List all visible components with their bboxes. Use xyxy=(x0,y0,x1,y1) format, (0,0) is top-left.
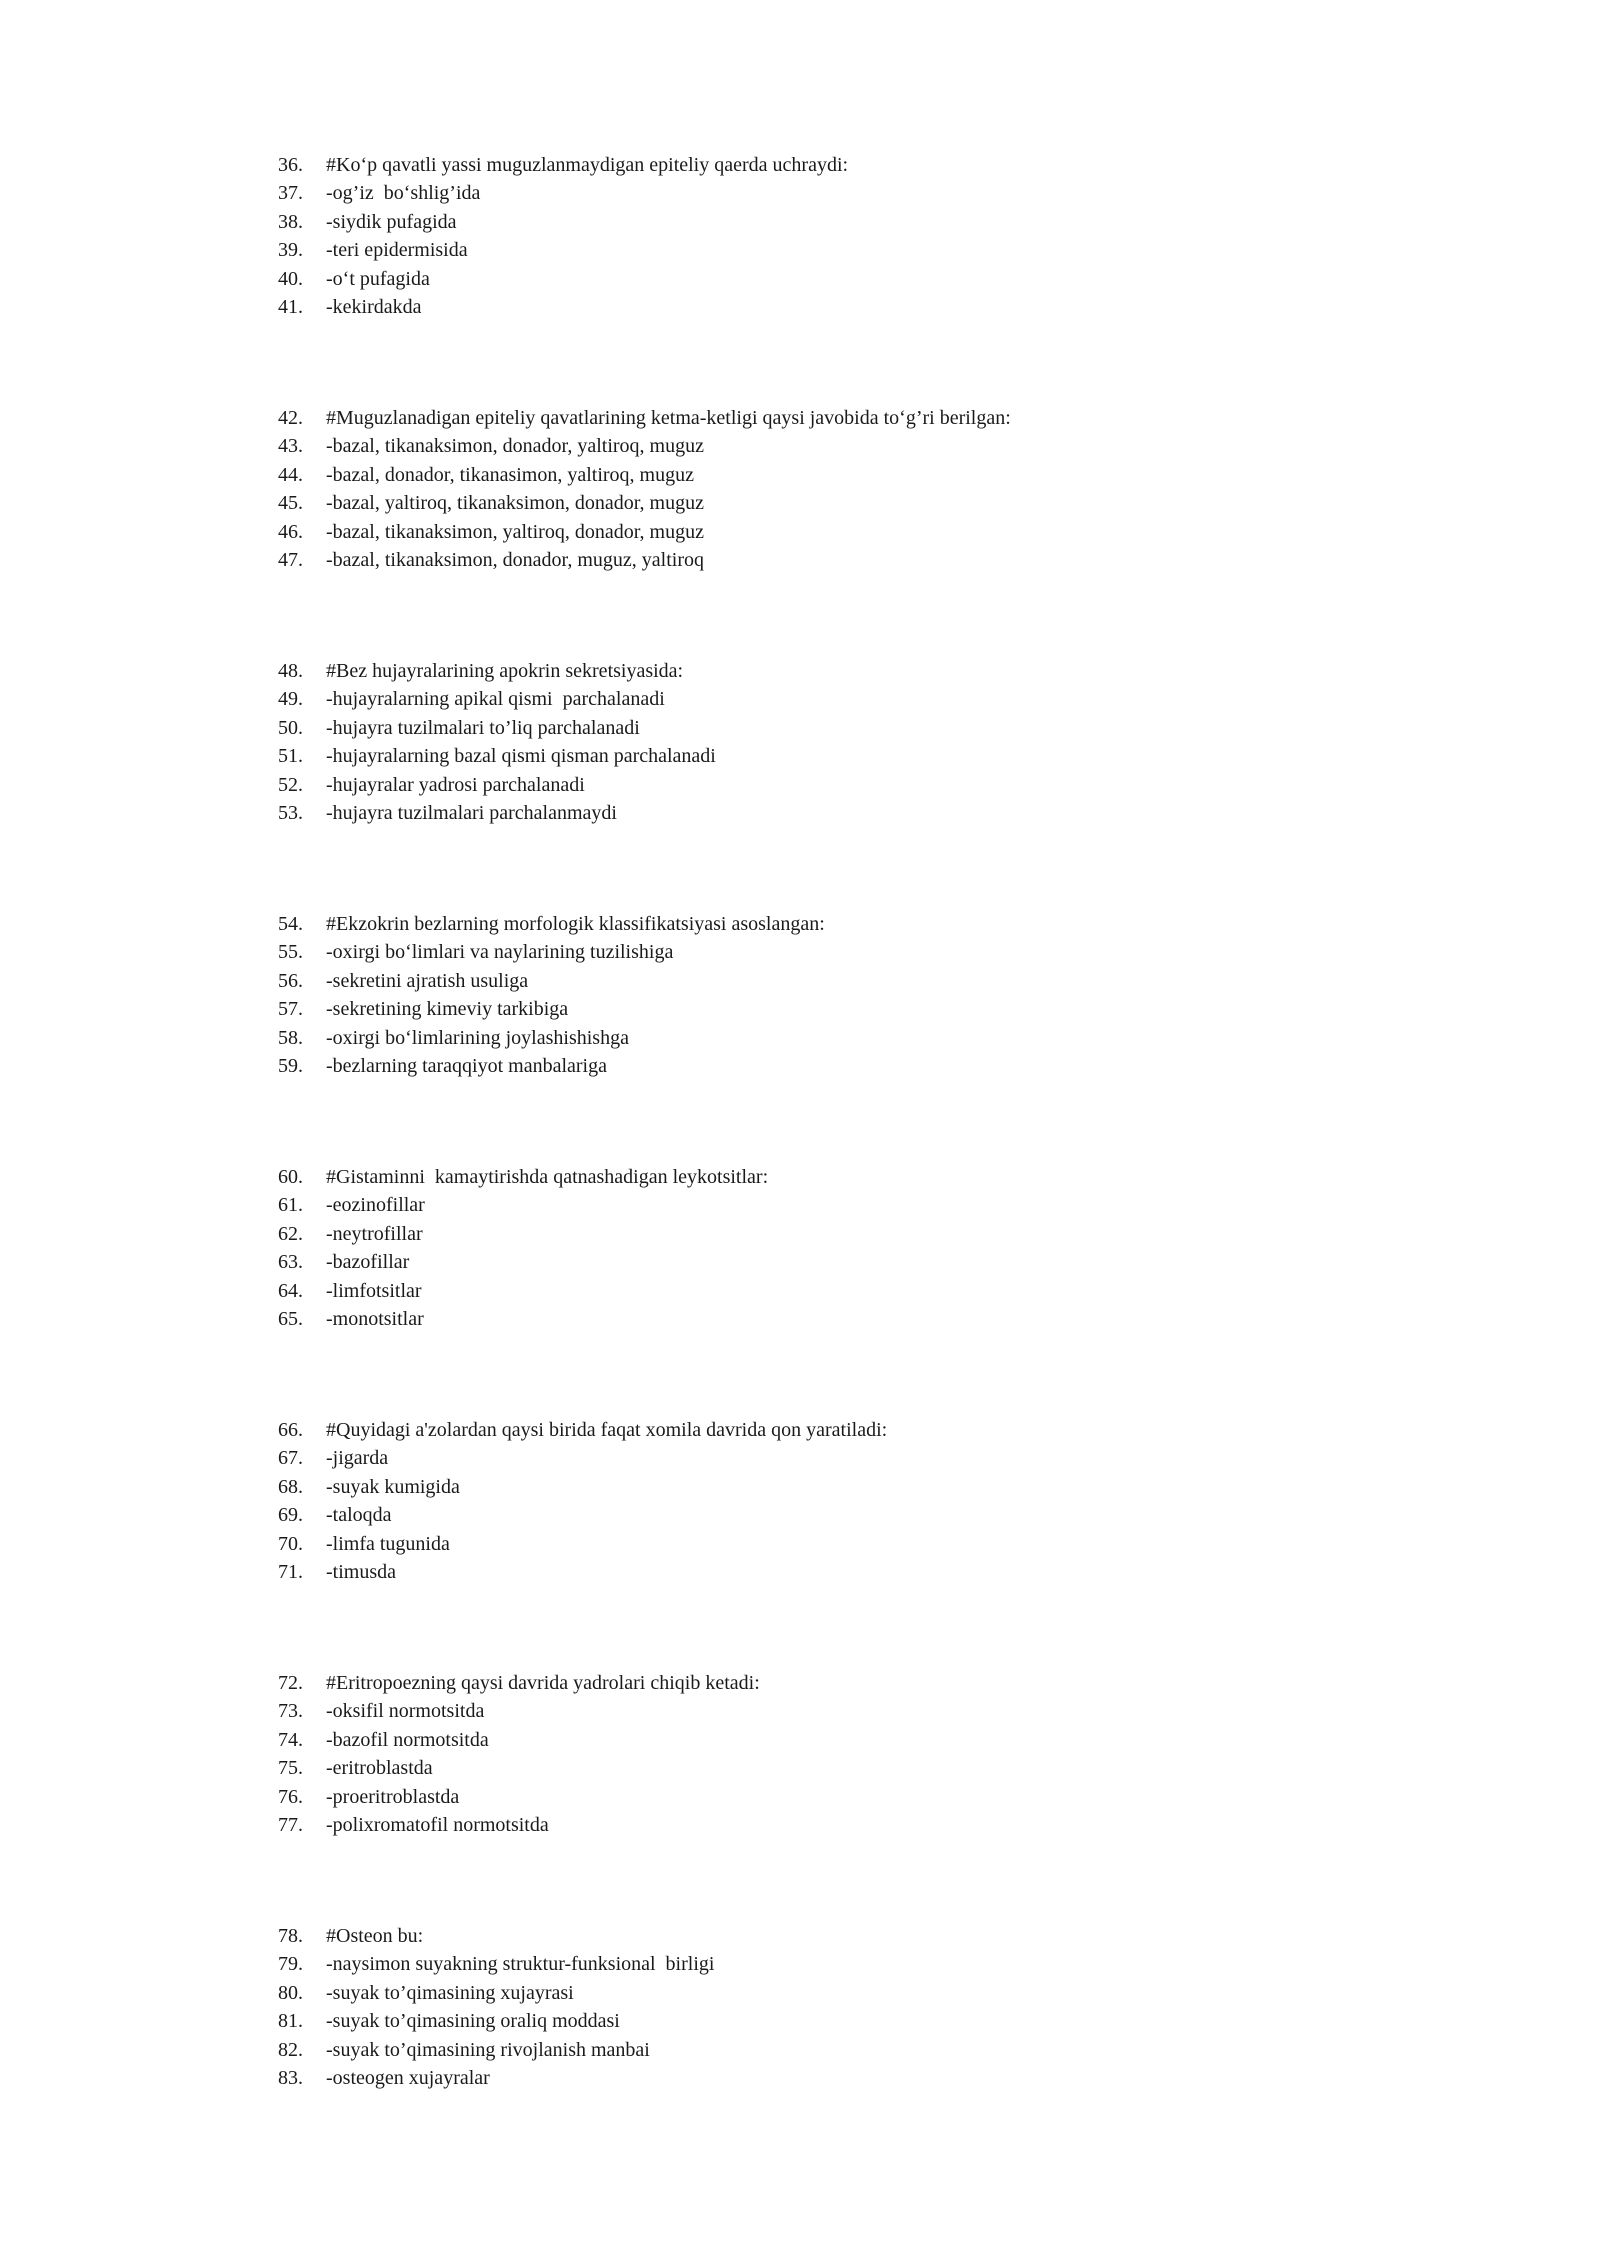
answer-text: -timusda xyxy=(326,1560,396,1583)
answer-option xyxy=(278,1052,1378,1080)
question-line xyxy=(278,1416,1378,1444)
line-number: 51. xyxy=(278,745,303,768)
answer-option xyxy=(278,2036,1378,2064)
question-text: #Bez hujayralarining apokrin sekretsiyasida: xyxy=(326,660,684,682)
answer-text: -taloqda xyxy=(326,1504,392,1527)
answer-text: -sekretini ajratish usuliga xyxy=(326,969,529,992)
line-number: 75. xyxy=(278,1757,303,1780)
line-number: 36. xyxy=(278,154,303,176)
answer-text: -kekirdakda xyxy=(326,295,422,318)
answer-option xyxy=(278,938,1378,966)
question-line xyxy=(278,151,1378,179)
question-line xyxy=(278,910,1378,938)
answer-text: -suyak kumigida xyxy=(326,1475,460,1498)
answer-text: -suyak to’qimasining rivojlanish manbai xyxy=(326,2038,650,2061)
answer-text: -bazal, tikanaksimon, yaltiroq, donador, muguz xyxy=(326,520,704,543)
answer-option xyxy=(278,1220,1378,1248)
line-number: 50. xyxy=(278,716,303,739)
line-number: 82. xyxy=(278,2038,303,2061)
line-number: 81. xyxy=(278,2010,303,2033)
answer-text: -o‘t pufagida xyxy=(326,267,430,290)
question-block xyxy=(278,404,1378,574)
answer-option xyxy=(278,236,1378,264)
answer-option xyxy=(278,1726,1378,1754)
answer-text: -sekretining kimeviy tarkibiga xyxy=(326,998,569,1021)
answer-text: -bazofillar xyxy=(326,1251,410,1274)
answer-option xyxy=(278,1530,1378,1558)
answer-text: -polixromatofil normotsitda xyxy=(326,1813,549,1836)
answer-text: -monotsitlar xyxy=(326,1307,424,1330)
answer-text: -bazal, tikanaksimon, donador, muguz, yaltiroq xyxy=(326,548,704,571)
answer-option xyxy=(278,1754,1378,1782)
answer-option xyxy=(278,265,1378,293)
answer-option xyxy=(278,1558,1378,1586)
line-number: 83. xyxy=(278,2066,303,2089)
answer-text: -hujayralarning bazal qismi qisman parchalanadi xyxy=(326,745,716,768)
line-number: 39. xyxy=(278,239,303,262)
line-number: 79. xyxy=(278,1953,303,1976)
question-text: #Eritropoezning qaysi davrida yadrolari chiqib ketadi: xyxy=(326,1672,760,1694)
line-number: 73. xyxy=(278,1700,303,1723)
answer-text: -osteogen xujayralar xyxy=(326,2066,490,2089)
answer-option xyxy=(278,1248,1378,1276)
line-number: 74. xyxy=(278,1728,303,1751)
line-number: 58. xyxy=(278,1026,303,1049)
line-number: 44. xyxy=(278,463,303,486)
answer-option xyxy=(278,1305,1378,1333)
line-number: 56. xyxy=(278,969,303,992)
question-line xyxy=(278,1163,1378,1191)
line-number: 64. xyxy=(278,1279,303,1302)
line-number: 43. xyxy=(278,435,303,458)
line-number: 61. xyxy=(278,1194,303,1217)
answer-option xyxy=(278,967,1378,995)
answer-option xyxy=(278,1277,1378,1305)
line-number: 63. xyxy=(278,1251,303,1274)
question-block xyxy=(278,151,1378,321)
line-number: 49. xyxy=(278,688,303,711)
answer-option xyxy=(278,461,1378,489)
line-number: 47. xyxy=(278,548,303,571)
question-line xyxy=(278,404,1378,432)
question-text: #Gistaminni kamaytirishda qatnashadigan leykotsitlar: xyxy=(326,1166,769,1188)
answer-text: -proeritroblastda xyxy=(326,1785,460,1808)
answer-option xyxy=(278,432,1378,460)
line-number: 54. xyxy=(278,913,303,935)
answer-text: -teri epidermisida xyxy=(326,239,468,262)
line-number: 70. xyxy=(278,1532,303,1555)
question-text: #Quyidagi a'zolardan qaysi birida faqat xomila davrida qon yaratiladi: xyxy=(326,1419,888,1441)
answer-option xyxy=(278,293,1378,321)
answer-text: -naysimon suyakning struktur-funksional birligi xyxy=(326,1953,715,1976)
line-number: 37. xyxy=(278,182,303,205)
answer-text: -hujayra tuzilmalari parchalanmaydi xyxy=(326,801,617,824)
answer-option xyxy=(278,1191,1378,1219)
question-block xyxy=(278,1922,1378,2092)
answer-text: -hujayra tuzilmalari to’liq parchalanadi xyxy=(326,716,640,739)
question-block xyxy=(278,1416,1378,1586)
question-block xyxy=(278,910,1378,1080)
answer-text: -bazal, donador, tikanasimon, yaltiroq, muguz xyxy=(326,463,694,486)
answer-text: -oxirgi bo‘limlari va naylarining tuzilishiga xyxy=(326,941,674,964)
answer-option xyxy=(278,799,1378,827)
line-number: 80. xyxy=(278,1981,303,2004)
answer-text: -oksifil normotsitda xyxy=(326,1700,485,1723)
question-text: #Muguzlanadigan epiteliy qavatlarining ketma-ketligi qaysi javobida to‘g’ri berilgan: xyxy=(326,407,1011,429)
line-number: 46. xyxy=(278,520,303,543)
answer-text: -eritroblastda xyxy=(326,1757,433,1780)
line-number: 71. xyxy=(278,1560,303,1583)
line-number: 57. xyxy=(278,998,303,1021)
line-number: 69. xyxy=(278,1504,303,1527)
answer-option xyxy=(278,2007,1378,2035)
answer-option xyxy=(278,685,1378,713)
answer-text: -bazal, tikanaksimon, donador, yaltiroq, muguz xyxy=(326,435,704,458)
line-number: 42. xyxy=(278,407,303,429)
answer-text: -suyak to’qimasining xujayrasi xyxy=(326,1981,574,2004)
answer-text: -og’iz bo‘shlig’ida xyxy=(326,182,481,205)
question-text: #Ko‘p qavatli yassi muguzlanmaydigan epiteliy qaerda uchraydi: xyxy=(326,154,849,176)
answer-option xyxy=(278,546,1378,574)
answer-option xyxy=(278,1501,1378,1529)
answer-option xyxy=(278,179,1378,207)
line-number: 53. xyxy=(278,801,303,824)
line-number: 77. xyxy=(278,1813,303,1836)
answer-option xyxy=(278,1783,1378,1811)
line-number: 72. xyxy=(278,1672,303,1694)
answer-option xyxy=(278,1697,1378,1725)
line-number: 40. xyxy=(278,267,303,290)
answer-option xyxy=(278,1979,1378,2007)
question-line xyxy=(278,1669,1378,1697)
question-block xyxy=(278,657,1378,827)
question-line xyxy=(278,657,1378,685)
line-number: 78. xyxy=(278,1925,303,1947)
line-number: 45. xyxy=(278,492,303,515)
line-number: 66. xyxy=(278,1419,303,1441)
answer-text: -bazal, yaltiroq, tikanaksimon, donador, muguz xyxy=(326,492,704,515)
question-block xyxy=(278,1669,1378,1839)
answer-text: -hujayralar yadrosi parchalanadi xyxy=(326,773,585,796)
answer-text: -hujayralarning apikal qismi parchalanadi xyxy=(326,688,665,711)
line-number: 52. xyxy=(278,773,303,796)
line-number: 76. xyxy=(278,1785,303,1808)
question-text: #Ekzokrin bezlarning morfologik klassifikatsiyasi asoslangan: xyxy=(326,913,825,935)
question-text: #Osteon bu: xyxy=(326,1925,424,1947)
line-number: 67. xyxy=(278,1447,303,1470)
answer-text: -limfa tugunida xyxy=(326,1532,450,1555)
answer-option xyxy=(278,1811,1378,1839)
line-number: 38. xyxy=(278,210,303,233)
answer-text: -oxirgi bo‘limlarining joylashishishga xyxy=(326,1026,629,1049)
answer-option xyxy=(278,771,1378,799)
line-number: 60. xyxy=(278,1166,303,1188)
answer-option xyxy=(278,742,1378,770)
line-number: 59. xyxy=(278,1054,303,1077)
answer-option xyxy=(278,1950,1378,1978)
question-block xyxy=(278,1163,1378,1333)
answer-text: -limfotsitlar xyxy=(326,1279,422,1302)
line-number: 55. xyxy=(278,941,303,964)
line-number: 65. xyxy=(278,1307,303,1330)
answer-text: -siydik pufagida xyxy=(326,210,457,233)
answer-option xyxy=(278,995,1378,1023)
answer-text: -bezlarning taraqqiyot manbalariga xyxy=(326,1054,607,1077)
line-number: 48. xyxy=(278,660,303,682)
answer-option xyxy=(278,1024,1378,1052)
answer-text: -bazofil normotsitda xyxy=(326,1728,489,1751)
question-line xyxy=(278,1922,1378,1950)
answer-option xyxy=(278,714,1378,742)
answer-option xyxy=(278,208,1378,236)
answer-option xyxy=(278,1473,1378,1501)
answer-option xyxy=(278,2064,1378,2092)
line-number: 68. xyxy=(278,1475,303,1498)
answer-option xyxy=(278,518,1378,546)
answer-text: -jigarda xyxy=(326,1447,389,1470)
answer-option xyxy=(278,1444,1378,1472)
line-number: 62. xyxy=(278,1222,303,1245)
answer-text: -neytrofillar xyxy=(326,1222,423,1245)
answer-text: -eozinofillar xyxy=(326,1194,425,1217)
answer-option xyxy=(278,489,1378,517)
line-number: 41. xyxy=(278,295,303,318)
answer-text: -suyak to’qimasining oraliq moddasi xyxy=(326,2010,620,2033)
